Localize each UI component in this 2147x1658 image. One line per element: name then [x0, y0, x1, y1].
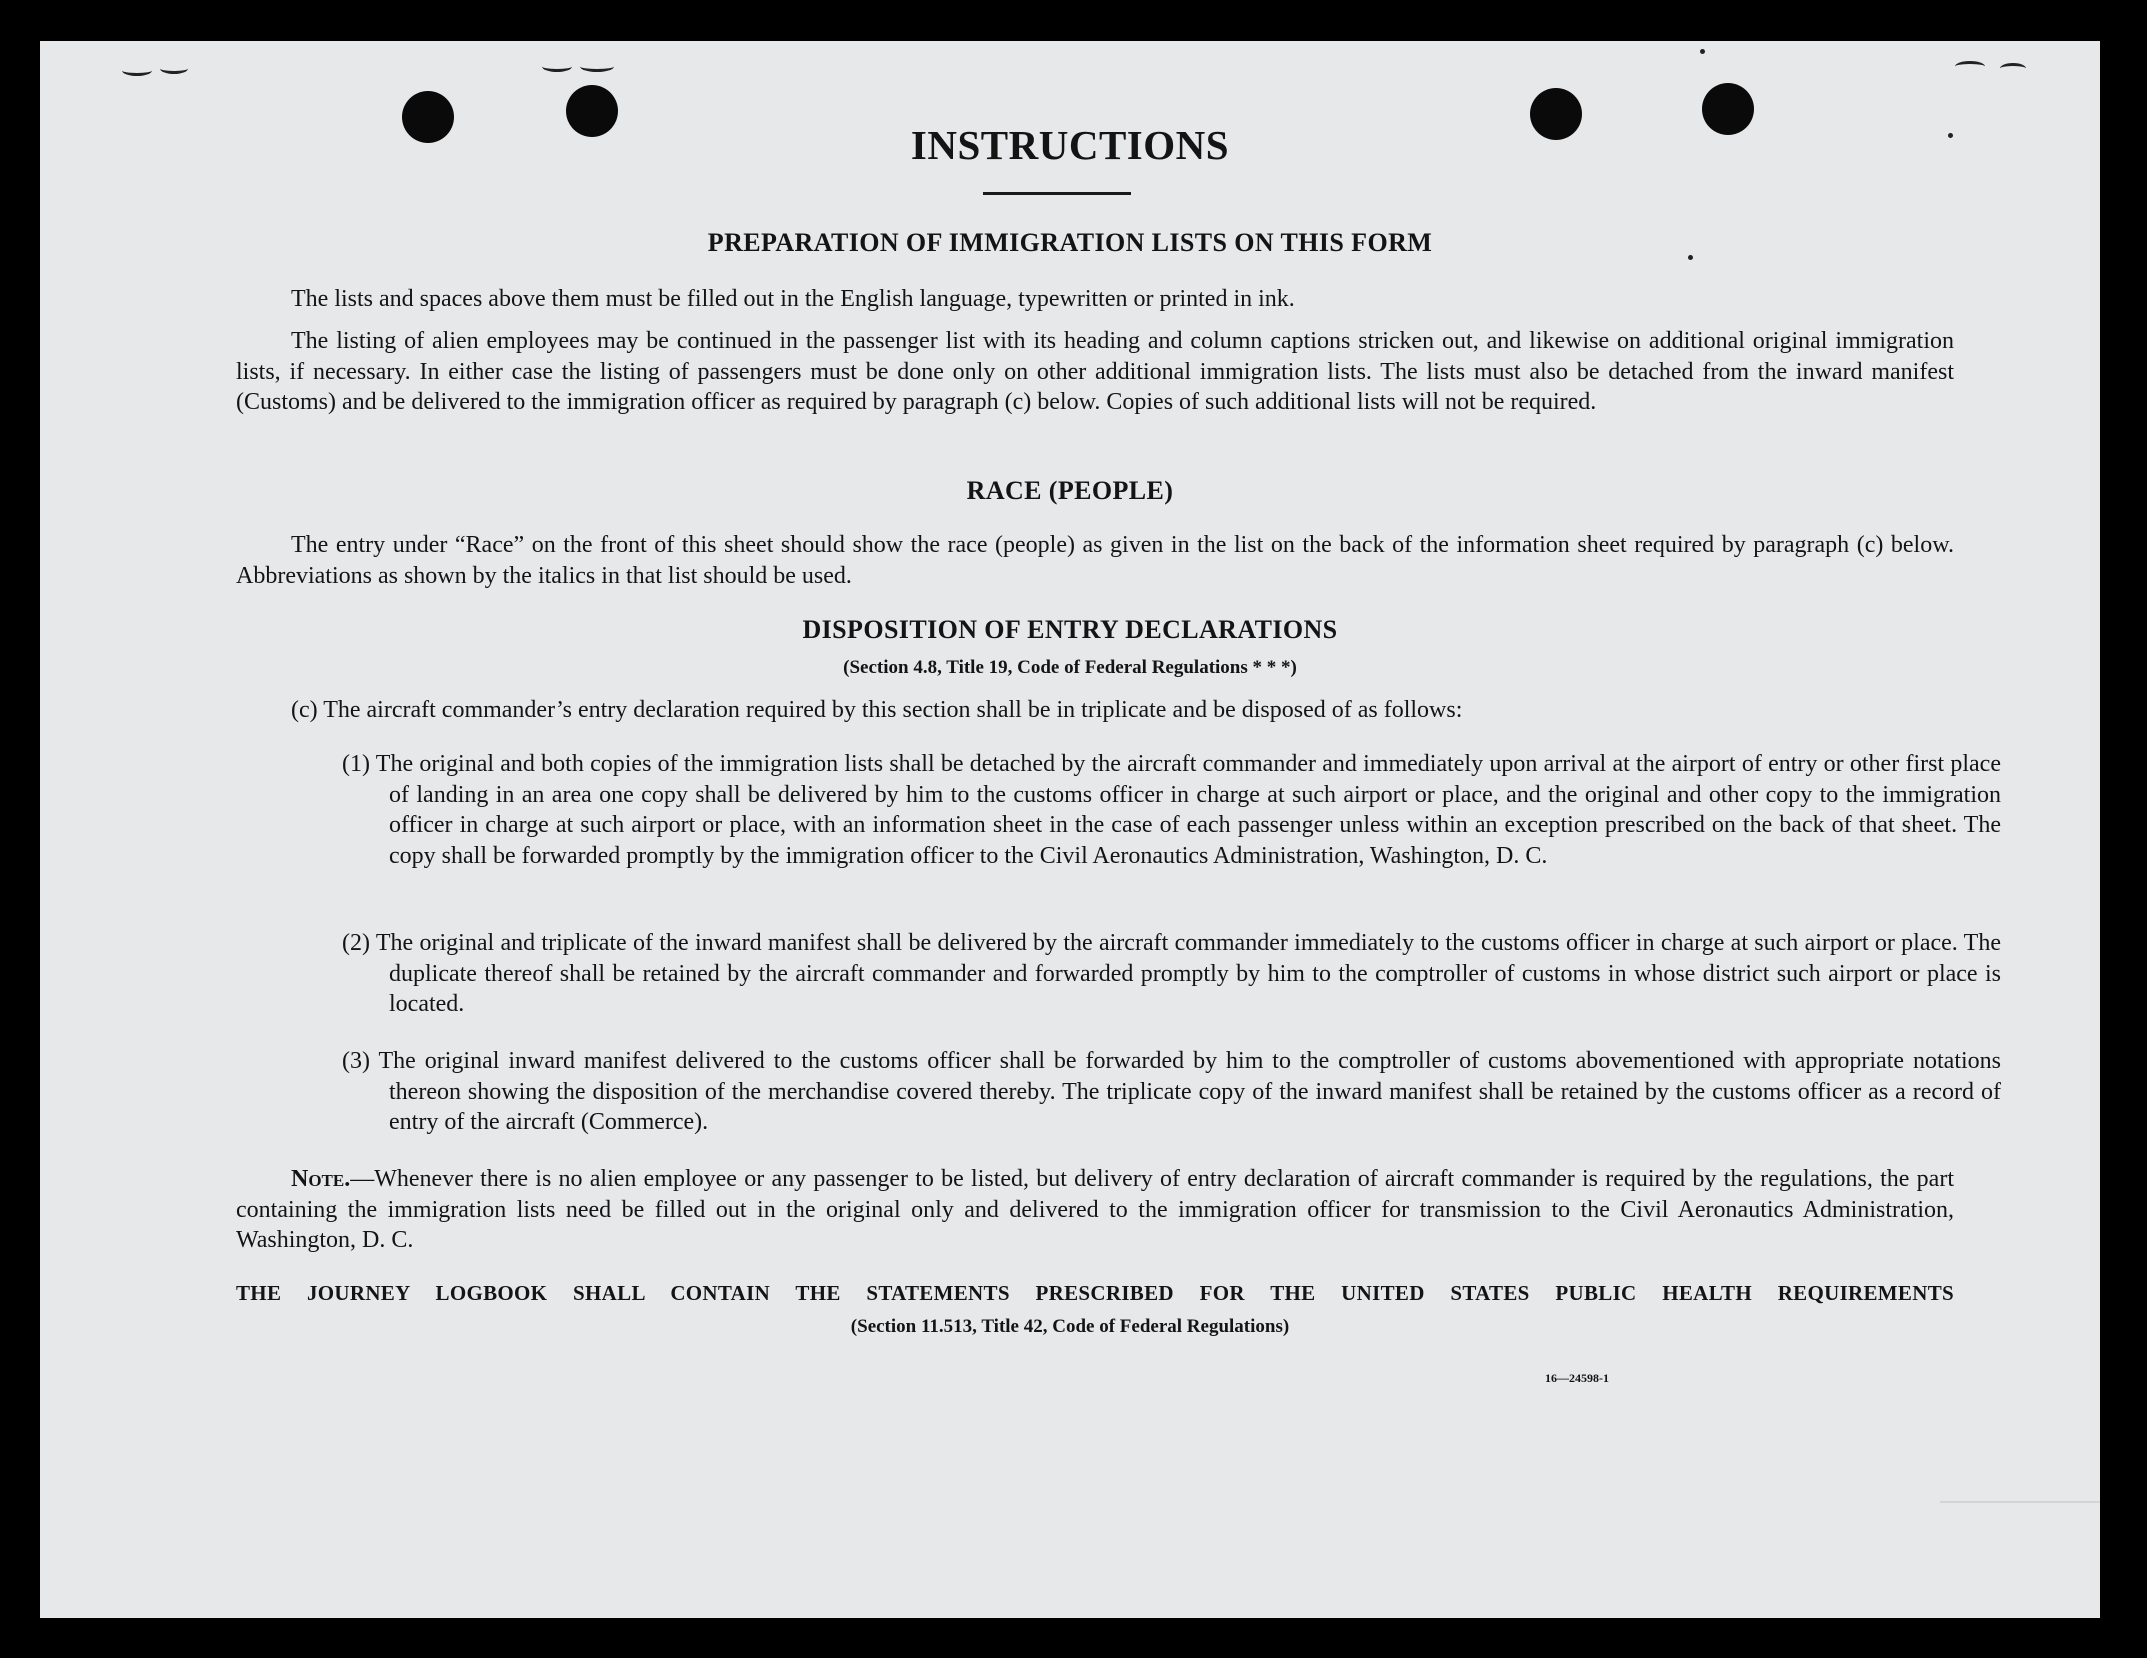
paragraph-race: The entry under “Race” on the front of this sheet should show the race (people) as given in the list on the back of the information sheet required by paragraph (c) below. Abbreviations as shown by the italics in that list should be used.: [236, 532, 1954, 589]
list-item: (3) The original inward manifest delivered to the customs officer shall be forwarded by him to the comptroller of customs abovementioned with appropriate notations thereon showing the disposition of the merchandise covered thereby. The triplicate copy of the inward manifest shall be retained by the customs officer as a record of entry of the aircraft (Commerce).: [342, 1048, 2001, 1135]
scan-mark-icon: [580, 61, 614, 72]
paragraph-language: The lists and spaces above them must be filled out in the English language, typewritten or printed in ink.: [291, 286, 1295, 312]
paragraph-alien-employees: The listing of alien employees may be continued in the passenger list with its heading and column captions stricken out, and likewise on additional original immigration lists, if necessary. In either case the listing of passengers must be done only on other additional immigration lists. The lists must also be detached from the inward manifest (Customs) and be delivered to the immigration officer as required by paragraph (c) below. Copies of such additional lists will not be required.: [236, 328, 1954, 415]
form-number: 16—24598-1: [1545, 1371, 1609, 1385]
section-heading-race: RACE (PEOPLE): [966, 476, 1174, 505]
title-underline: [983, 192, 1131, 195]
health-statement: THE JOURNEY LOGBOOK SHALL CONTAIN THE STATEMENTS PRESCRIBED FOR THE UNITED STATES PUBLIC HEALTH REQUIREMENTS: [236, 1281, 1954, 1305]
document-page: [40, 41, 2100, 1618]
list-item: (2) The original and triplicate of the inward manifest shall be delivered by the aircraft commander immediately to the customs officer in charge at such airport or place. The duplicate thereof shall be retained by the aircraft commander and forwarded promptly by him to the comptroller of customs in whose district such airport or place is located.: [342, 930, 2001, 1017]
section-citation-disposition: (Section 4.8, Title 19, Code of Federal Regulations * * *): [843, 657, 1297, 678]
note-label: Note.: [291, 1166, 351, 1192]
speck-icon: [1700, 49, 1705, 54]
paragraph-note: [236, 1164, 1954, 1256]
note-text: —Whenever there is no alien employee or any passenger to be listed, but delivery of entry declaration of aircraft commander is required by the regulations, the part containing the immigration lists need be filled out in the original only and delivered to the immigration officer for transmission to the Civil Aeronautics Administration, Washington, D. C.: [236, 1166, 1954, 1253]
health-citation: (Section 11.513, Title 42, Code of Federal Regulations): [850, 1316, 1290, 1337]
section-heading-preparation: PREPARATION OF IMMIGRATION LISTS ON THIS FORM: [707, 228, 1433, 257]
scan-mark-icon: [2000, 63, 2026, 74]
scan-mark-icon: [122, 65, 152, 76]
list-item: (1) The original and both copies of the immigration lists shall be detached by the aircraft commander and immediately upon arrival at the airport of entry or other first place of landing in an area one copy shall be delivered by him to the customs officer in charge at such airport or place, and the original and other copy to the immigration officer in charge at such airport or place, with an information sheet in the case of each passenger unless within an exception prescribed on the back of that sheet. The copy shall be forwarded promptly by the immigration officer to the Civil Aeronautics Administration, Washington, D. C.: [342, 751, 2001, 869]
bleed-through-text: [1940, 1501, 2100, 1563]
section-heading-disposition: DISPOSITION OF ENTRY DECLARATIONS: [802, 615, 1338, 644]
scan-mark-icon: [542, 61, 572, 72]
scan-mark-icon: [1955, 61, 1985, 72]
page-title: INSTRUCTIONS: [910, 122, 1230, 168]
paragraph-disposition-intro: (c) The aircraft commander’s entry declaration required by this section shall be in triplicate and be disposed of as follows:: [291, 697, 1463, 723]
scan-mark-icon: [160, 63, 188, 74]
